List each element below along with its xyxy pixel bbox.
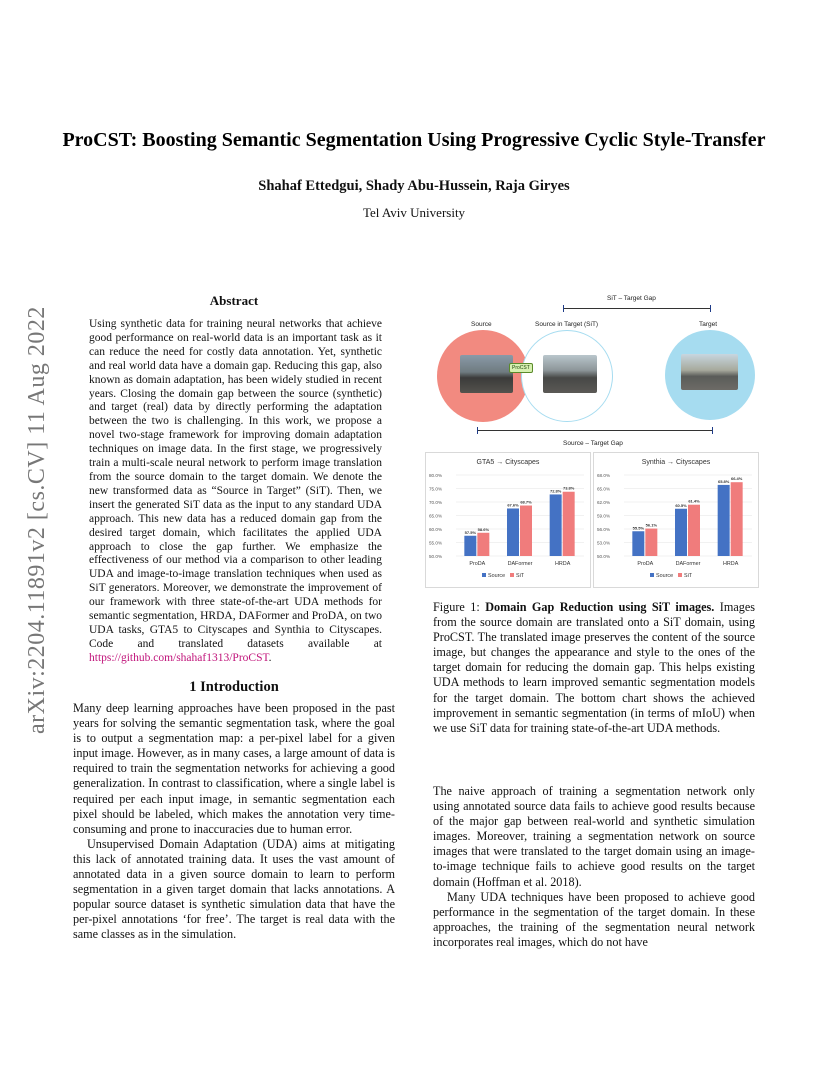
procst-tag: ProCST xyxy=(509,363,533,373)
data-label: 66.4% xyxy=(730,476,743,482)
bar-source xyxy=(632,531,644,556)
legend-swatch xyxy=(650,573,654,577)
abstract-heading: Abstract xyxy=(209,293,259,308)
y-tick-label: 59.0% xyxy=(597,513,611,519)
right-column-body xyxy=(433,784,755,950)
sit-target-gap-label: SiT – Target Gap xyxy=(607,295,656,302)
bar-sit xyxy=(563,492,575,556)
gap-tick xyxy=(710,305,711,312)
y-tick-label: 53.0% xyxy=(597,540,611,546)
gap-tick xyxy=(563,305,564,312)
intro-paragraph-2: Unsupervised Domain Adaptation (UDA) aims at mitigating this lack of annotated training data. It uses the vast amount of annotated data in a given source domain to learn to perform segmentation in a given target domain that lacks annotations. A popular source dataset is synthetic simulation data that have the per-pixel annotations ‘for free’. The target is real data with the same classes as in the simulation. xyxy=(73,836,395,942)
abstract-body xyxy=(89,318,382,666)
chart-title: GTA5 → Cityscapes xyxy=(476,459,540,466)
right-paragraph-1: The naive approach of training a segmentation network only using annotated source data fails to achieve good results because of the major gap between real-world and synthetic simulation images. Moreover, training a segmentation network on source images that were translated to the target domain using an image-to-image technique fails to achieve good results on the target domain (Hoffman et al. 2018). xyxy=(433,784,755,889)
chart-synthia xyxy=(593,452,759,588)
bar-source xyxy=(675,509,687,556)
y-tick-label: 56.0% xyxy=(597,527,611,532)
legend-label: Source xyxy=(656,573,674,579)
caption-bold: Domain Gap Reduction using SiT images. xyxy=(485,600,715,614)
bar-source xyxy=(718,485,730,556)
chart-gta5-svg xyxy=(426,453,590,587)
code-link[interactable]: https://github.com/shahaf1313/ProCST xyxy=(89,651,269,664)
chart-gta5 xyxy=(425,452,591,588)
data-label: 73.8% xyxy=(562,485,575,491)
data-label: 56.1% xyxy=(645,522,658,528)
y-tick-label: 50.0% xyxy=(429,554,443,559)
bar-sit xyxy=(688,505,700,556)
data-label: 57.5% xyxy=(464,529,477,535)
legend-label: SiT xyxy=(516,573,525,579)
caption-prefix: Figure 1: xyxy=(433,600,486,614)
y-tick-label: 65.0% xyxy=(597,486,611,492)
introduction-body xyxy=(73,701,395,943)
intro-paragraph-1: Many deep learning approaches have been proposed in the past years for solving the semantic segmentation task, where the goal is to output a segmentation map: a per-pixel label for a given input image. However, as in many cases, a large amount of data is required to train the segmentation networks for achieving a good generalization. In contrast to classification, where a single label is required per each input image, in semantic segmentation each pixel should be labeled, which makes the annotation very time-consuming and prone to inaccuracies due to human error. xyxy=(73,701,395,836)
bar-sit xyxy=(731,482,743,556)
x-tick-label: ProDA xyxy=(469,561,486,567)
y-tick-label: 60.0% xyxy=(429,527,443,532)
figure-caption xyxy=(433,600,755,736)
x-tick-label: DAFormer xyxy=(507,561,533,567)
bar-source xyxy=(464,536,476,556)
legend-swatch xyxy=(482,573,486,577)
y-tick-label: 70.0% xyxy=(429,500,443,505)
source-label: Source xyxy=(471,321,492,328)
legend-label: Source xyxy=(488,573,506,579)
bar-source xyxy=(507,508,519,556)
data-label: 55.5% xyxy=(632,525,645,531)
bar-sit xyxy=(477,533,489,556)
sit-target-gap-line xyxy=(563,308,710,309)
data-label: 72.8% xyxy=(549,488,562,494)
chart-title: Synthia → Cityscapes xyxy=(641,459,711,466)
right-paragraph-2: Many UDA techniques have been proposed to achieve good performance in the segmentation of the target domain. In these approaches, the training of the segmentation neural network incorporates real images, which do not have xyxy=(433,889,755,949)
x-tick-label: HRDA xyxy=(723,561,739,567)
y-tick-label: 62.0% xyxy=(597,500,611,505)
y-tick-label: 65.0% xyxy=(429,513,443,519)
data-label: 68.7% xyxy=(520,499,532,505)
paper-affiliation: Tel Aviv University xyxy=(362,205,466,220)
target-label: Target xyxy=(699,321,718,328)
chart-synthia-svg xyxy=(594,453,758,587)
bar-sit xyxy=(645,529,657,556)
x-tick-label: ProDA xyxy=(637,561,654,567)
arxiv-stamp: arXiv:2204.11891v2 [cs.CV] 11 Aug 2022 xyxy=(24,306,50,734)
source-image xyxy=(460,355,513,393)
sit-label: Source in Target (SiT) xyxy=(535,321,599,328)
paper-title: ProCST: Boosting Semantic Segmentation Using Progressive Cyclic Style-Transfer xyxy=(62,129,766,151)
sit-image xyxy=(543,355,597,393)
data-label: 67.6% xyxy=(507,502,519,508)
x-tick-label: HRDA xyxy=(555,561,571,567)
legend-label: SiT xyxy=(684,573,693,579)
source-target-gap-label: Source – Target Gap xyxy=(563,440,623,447)
data-label: 65.8% xyxy=(717,478,730,484)
x-tick-label: DAFormer xyxy=(675,561,701,567)
gap-tick xyxy=(712,427,713,434)
y-tick-label: 80.0% xyxy=(429,473,443,478)
y-tick-label: 50.0% xyxy=(597,554,611,559)
y-tick-label: 75.0% xyxy=(429,486,443,492)
caption-text: Images from the source domain are translated onto a SiT domain, using ProCST. The translated image preserves the content of the source image, but changes the appearance and style to the ones of the target domain for reducing the domain gap. This helps existing UDA methods to learn improved semantic segmentation models for the target domain. The bottom chart shows the achieved improvement in semantic segmentation (in terms of mIoU) when we use SiT data for training state-of-the-art UDA methods. xyxy=(433,600,755,735)
source-target-gap-line xyxy=(477,430,713,431)
paper-authors: Shahaf Ettedgui, Shady Abu-Hussein, Raja Giryes xyxy=(258,178,570,194)
data-label: 58.6% xyxy=(477,526,490,532)
bar-source xyxy=(550,494,562,556)
bar-sit xyxy=(520,506,532,556)
abstract-end: . xyxy=(268,651,272,664)
legend-swatch xyxy=(510,573,514,577)
y-tick-label: 68.0% xyxy=(597,473,611,478)
introduction-heading: 1 Introduction xyxy=(189,679,279,695)
abstract-text: Using synthetic data for training neural networks that achieve good performance on real-world data is an important task as it can reduce the need for costly data annotation. Yet, synthetic and real world data have a domain gap. Reducing this gap, also known as domain adaptation, has been widely studied in recent years. Closing the domain gap between the source (synthetic) and target (real) data by directly performing the adaptation between the two is challenging. In this work, we propose a novel two-stage framework for improving domain adaptation techniques on image data. In the first stage, we progressively train a multi-scale neural network to perform image translation from the source domain to the target domain. We denote the new transformed data as “Source in Target” (SiT). Then, we insert the generated SiT data as the input to any standard UDA approach. This new data has a reduced domain gap from the desired target domain, which facilitates the applied UDA approach to close the gap further. We emphasize the effectiveness of our method via a comparison to other leading UDA and image-to-image translation techniques when used as SiT generators. Moreover, we demonstrate the improvement of our framework with three state-of-the-art UDA methods for semantic segmentation, HRDA, DAFormer and ProDA, on two UDA tasks, GTA5 to Cityscapes and Synthia to Cityscapes. Code and translated datasets available at xyxy=(89,318,382,650)
legend-swatch xyxy=(678,573,682,577)
data-label: 60.5% xyxy=(675,502,687,508)
y-tick-label: 55.0% xyxy=(429,540,443,546)
figure-1 xyxy=(425,292,763,592)
gap-tick xyxy=(477,427,478,434)
target-image xyxy=(681,354,738,390)
data-label: 61.4% xyxy=(688,498,700,504)
